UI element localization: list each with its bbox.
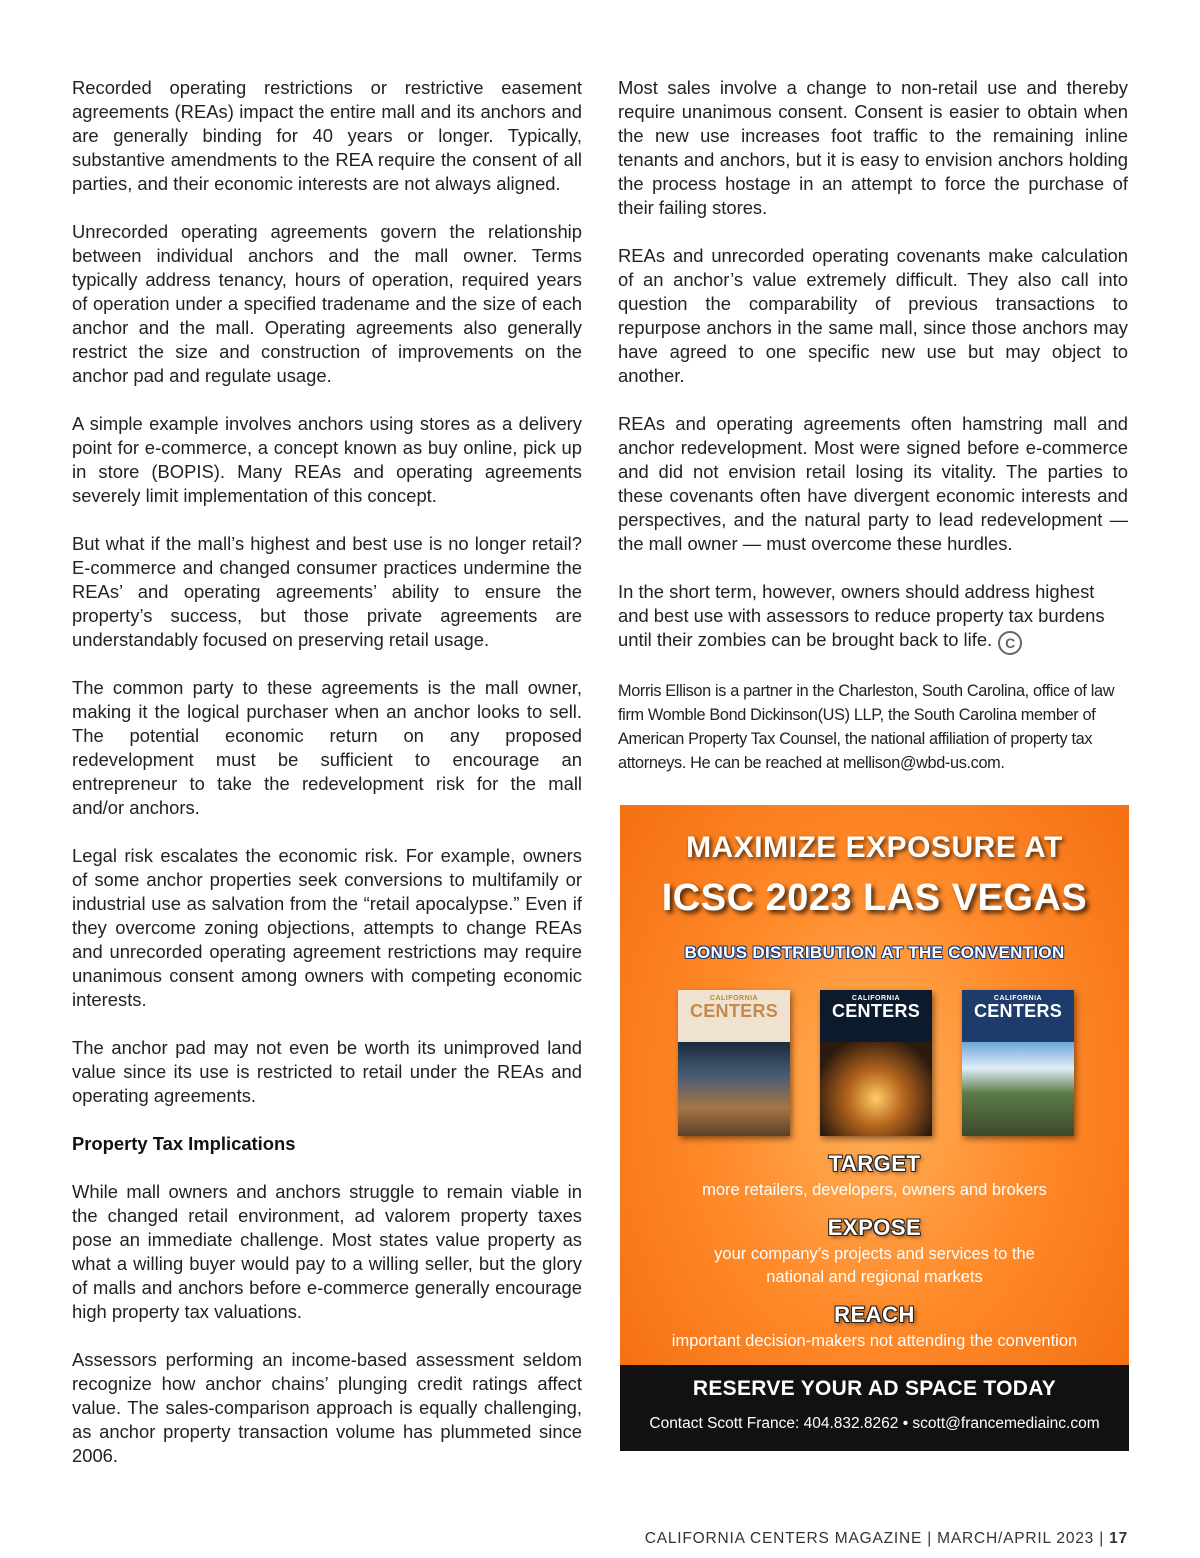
paragraph: Recorded operating restrictions or restrictive easement agreements (REAs) impact the entire mall and its anchors and are generally binding for 40 years or longer. Typically, substantive amendments to the REA require the consent of all parties, and their economic interests are not always aligned. xyxy=(72,77,582,194)
ad-cta-bar[interactable] xyxy=(620,1365,1129,1451)
paragraph: While mall owners and anchors struggle to remain viable in the changed retail environment, ad valorem property taxes pose an immediate challenge. Most states value property as what a willing buyer would pay to a willing seller, but the glory of malls and anchors before e-commerce generally encourage high property tax valuations. xyxy=(72,1181,582,1322)
cover-masthead-small: CALIFORNIA xyxy=(993,995,1043,1002)
cover-masthead-big: CENTERS xyxy=(831,1001,921,1021)
ad-reach-section xyxy=(620,1302,1129,1353)
ad-contact[interactable]: Contact Scott France: 404.832.8262 • scott@francemediainc.com xyxy=(649,1415,1100,1432)
ad-cta[interactable]: RESERVE YOUR AD SPACE TODAY xyxy=(692,1377,1057,1400)
paragraph: The anchor pad may not even be worth its unimproved land value since its use is restricted to retail under the REAs and operating agreements. xyxy=(72,1037,582,1106)
paragraph: Unrecorded operating agreements govern the relationship between individual anchors and the mall owner. Terms typically address tenancy, hours of operation, required years of operation under a specified tradename and the size of each anchor and the mall. Operating agreements also generally restrict the size and construction of improvements on the anchor pad and regulate usage. xyxy=(72,221,582,386)
ad-expose-section xyxy=(620,1215,1129,1289)
ad-expose-text: your company’s projects and services to the xyxy=(714,1245,1035,1263)
cover-photo xyxy=(962,1042,1074,1136)
ad-expose-text: national and regional markets xyxy=(766,1268,983,1286)
ad-reach-heading: REACH xyxy=(834,1302,915,1327)
ad-reach-text: important decision-makers not attending the convention xyxy=(671,1332,1078,1350)
cover-masthead-big: CENTERS xyxy=(689,1001,779,1021)
ad-target-text: more retailers, developers, owners and brokers xyxy=(702,1181,1047,1199)
ad-headline-1: MAXIMIZE EXPOSURE AT xyxy=(686,831,1063,864)
magazine-cover xyxy=(820,990,932,1136)
page-footer xyxy=(645,1530,1128,1548)
paragraph: Assessors performing an income-based assessment seldom recognize how anchor chains’ plunging credit ratings affect value. The sales-comparison approach is equally challenging, as anchor property transaction volume has plummeted since 2006. xyxy=(72,1349,582,1466)
cover-masthead-small: CALIFORNIA xyxy=(709,995,759,1002)
cover-masthead xyxy=(820,990,932,1038)
ad-expose-heading: EXPOSE xyxy=(827,1215,922,1240)
cover-masthead-small: CALIFORNIA xyxy=(851,995,901,1002)
magazine-covers xyxy=(678,990,1074,1136)
cover-masthead xyxy=(962,990,1074,1038)
right-column xyxy=(618,76,1128,775)
ad-headline-2: ICSC 2023 LAS VEGAS xyxy=(661,877,1088,919)
paragraph: A simple example involves anchors using stores as a delivery point for e-commerce, a concept known as buy online, pick up in store (BOPIS). Many REAs and operating agreements severely limit implementation of this concept. xyxy=(72,413,582,506)
section-heading: Property Tax Implications xyxy=(72,1133,296,1154)
magazine-cover xyxy=(678,990,790,1136)
paragraph-text: In the short term, however, owners should address highest and best use with assessors to reduce property tax burdens until their zombies can be brought back to life. xyxy=(618,581,1105,650)
paragraph: Most sales involve a change to non-retail use and thereby require unanimous consent. Consent is easier to obtain when the new use increases foot traffic to the remaining inline tenants and anchors, but it is easy to envision anchors holding the process hostage in an attempt to force the purchase of their failing stores. xyxy=(618,77,1128,218)
paragraph: Legal risk escalates the economic risk. For example, owners of some anchor properties seek conversions to multifamily or industrial use as salvation from the “retail apocalypse.” Even if they overcome zoning objections, attempts to change REAs and unrecorded operating agreement restrictions may require unanimous consent among owners with competing economic interests. xyxy=(72,845,582,1010)
paragraph: REAs and unrecorded operating covenants make calculation of an anchor’s value extremely difficult. They also call into question the comparability of previous transactions to repurpose anchors in the same mall, since those anchors may have agreed to one specific new use but may object to another. xyxy=(618,245,1128,386)
paragraph: The common party to these agreements is the mall owner, making it the logical purchaser when an anchor looks to sell. The potential economic return on any proposed redevelopment must be sufficient to encourage an entrepreneur to take the redevelopment risk for the mall and/or anchors. xyxy=(72,677,582,818)
footer-text: CALIFORNIA CENTERS MAGAZINE | MARCH/APRIL 2023 | xyxy=(644,1530,1105,1547)
ad-bonus-line: BONUS DISTRIBUTION AT THE CONVENTION xyxy=(684,943,1065,962)
cover-masthead xyxy=(678,990,790,1038)
page-number: 17 xyxy=(1109,1530,1128,1547)
cover-photo xyxy=(820,1042,932,1136)
ad-target-heading: TARGET xyxy=(828,1151,921,1176)
left-column xyxy=(72,76,582,1492)
cover-masthead-big: CENTERS xyxy=(973,1001,1063,1021)
ad-target-section xyxy=(620,1151,1129,1202)
cover-photo xyxy=(678,1042,790,1136)
magazine-cover xyxy=(962,990,1074,1136)
paragraph: REAs and operating agreements often hamstring mall and anchor redevelopment. Most were signed before e-commerce and did not envision retail losing its vitality. The parties to these covenants often have divergent economic interests and perspectives, and the natural party to lead redevelopment — the mall owner — must overcome these hurdles. xyxy=(618,413,1128,554)
paragraph-final xyxy=(618,580,1128,655)
author-bio: Morris Ellison is a partner in the Charleston, South Carolina, office of law firm Womble Bond Dickinson(US) LLP, the South Carolina member of American Property Tax Counsel, the national affiliation of property tax attorneys. He can be reached at mellison@wbd-us.com. xyxy=(618,682,1115,772)
paragraph: But what if the mall’s highest and best use is no longer retail? E-commerce and changed consumer practices undermine the REAs’ and operating agreements’ ability to ensure the property’s success, but those private agreements are understandably focused on preserving retail usage. xyxy=(72,533,582,650)
end-mark-icon: C xyxy=(998,631,1022,655)
advertisement[interactable] xyxy=(620,805,1129,1451)
